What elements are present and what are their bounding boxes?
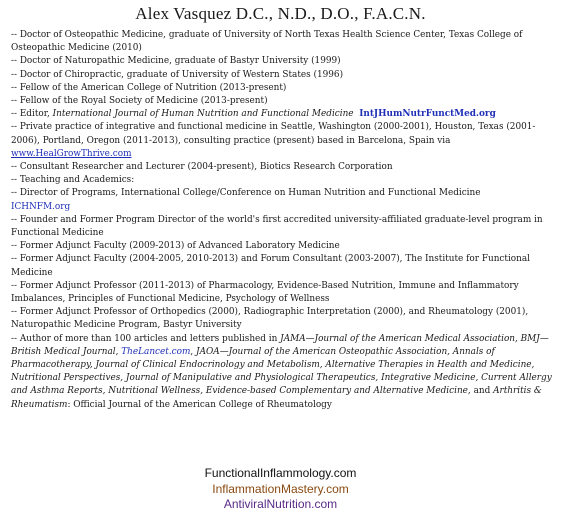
bio-line-naturopathic: -- Doctor of Naturopathic Medicine, graduate of Bastyr University (1999) <box>11 56 341 67</box>
footer-link-functional-inflammology[interactable]: FunctionalInflammology.com <box>204 466 357 480</box>
healgrowthrive-link[interactable]: www.HealGrowThrive.com <box>11 148 132 159</box>
ichnfm-text: -- Director of Programs, International College/Conference on Human Nutrition and Functional Medicine <box>11 188 481 199</box>
author-text-3: , <box>190 346 197 357</box>
bio-line-author <box>11 333 557 412</box>
footer-link-antiviral-nutrition[interactable]: AntiviralNutrition.com <box>223 497 338 511</box>
editor-journal: International Journal of Human Nutrition and Functional Medicine <box>52 109 354 120</box>
footer-sites <box>0 466 561 513</box>
bio-line-osteopathic: -- Doctor of Osteopathic Medicine, graduate of University of North Texas Health Science Center, Texas College of Osteopathic Medicine (2010) <box>11 30 523 54</box>
bio-line-fellow-acn: -- Fellow of the American College of Nutrition (2013-present) <box>11 82 287 93</box>
author-text-5: : Official Journal of the American College of Rheumatology <box>67 399 332 410</box>
author-text-4: , and <box>467 386 494 397</box>
bio-line-founder: -- Founder and Former Program Director of the world's first accredited university-affiliated graduate-level program in Functional Medicine <box>11 214 543 239</box>
bio-line-chiropractic: -- Doctor of Chiropractic, graduate of University of Western States (1996) <box>11 69 344 80</box>
bio-list <box>11 29 557 412</box>
bio-line-biotics: -- Consultant Researcher and Lecturer (2004-present), Biotics Research Corporation <box>11 162 393 173</box>
author-text-2: , <box>115 346 122 357</box>
page-title: Alex Vasquez D.C., N.D., D.O., F.A.C.N. <box>135 4 426 23</box>
lancet-link[interactable]: TheLancet.com <box>121 346 191 357</box>
editor-prefix: -- Editor, <box>11 109 53 120</box>
bio-line-teaching: -- Teaching and Academics: <box>11 175 135 186</box>
bio-line-ichnfm <box>11 187 557 213</box>
author-journals: JAOA—Journal of the American Osteopathic Association, Annals of Pharmacotherapy, Journal of Clinical Endocrinology and Metabolism, Alternative Therapies in Health and Medicine, Nutritional Perspectives, Journal of Manipulative and Physiological Therapeutics, Integrative Medicine, Current Allergy and Asthma Reports, Nutritional Wellness, Evidence-based Complementary and Alternative Medicine <box>11 346 552 397</box>
bio-line-adjunct-ortho: -- Former Adjunct Professor of Orthopedics (2000), Radiographic Interpretation (2000), and Rheumatology (2001), Naturopathic Medicine Program, Bastyr University <box>11 307 529 331</box>
editor-journal-link[interactable]: IntJHumNutrFunctMed.org <box>359 109 496 120</box>
author-jama-bmj: JAMA—Journal of the American Medical Association, BMJ—British Medical Journal <box>11 333 549 357</box>
author-arthritis: Arthritis & Rheumatism <box>11 386 542 410</box>
bio-line-practice <box>11 121 557 161</box>
ichnfm-link[interactable]: ICHNFM.org <box>11 201 71 212</box>
bio-line-adjunct-pharm: -- Former Adjunct Professor (2011-2013) of Pharmacology, Evidence-Based Nutrition, Immune and Inflammatory Imbalances, Principles of Functional Medicine, Psychology of Wellness <box>11 280 519 305</box>
bio-line-adjunct-lab: -- Former Adjunct Faculty (2009-2013) of Advanced Laboratory Medicine <box>11 241 340 252</box>
bio-line-editor <box>11 108 557 121</box>
practice-text: -- Private practice of integrative and functional medicine in Seattle, Washington (2000-2001), Houston, Texas (2001-2006), Portland, Oregon (2011-2013), consulting practice (present) based in Barcelona, Spain via <box>11 122 536 146</box>
bio-line-fellow-rsm: -- Fellow of the Royal Society of Medicine (2013-present) <box>11 96 268 107</box>
footer-link-inflammation-mastery[interactable]: InflammationMastery.com <box>212 481 349 496</box>
bio-line-adjunct-ifm: -- Former Adjunct Faculty (2004-2005, 2010-2013) and Forum Consultant (2003-2007), The Institute for Functional Medicine <box>11 254 530 278</box>
author-text-1: -- Author of more than 100 articles and letters published in <box>11 333 281 344</box>
